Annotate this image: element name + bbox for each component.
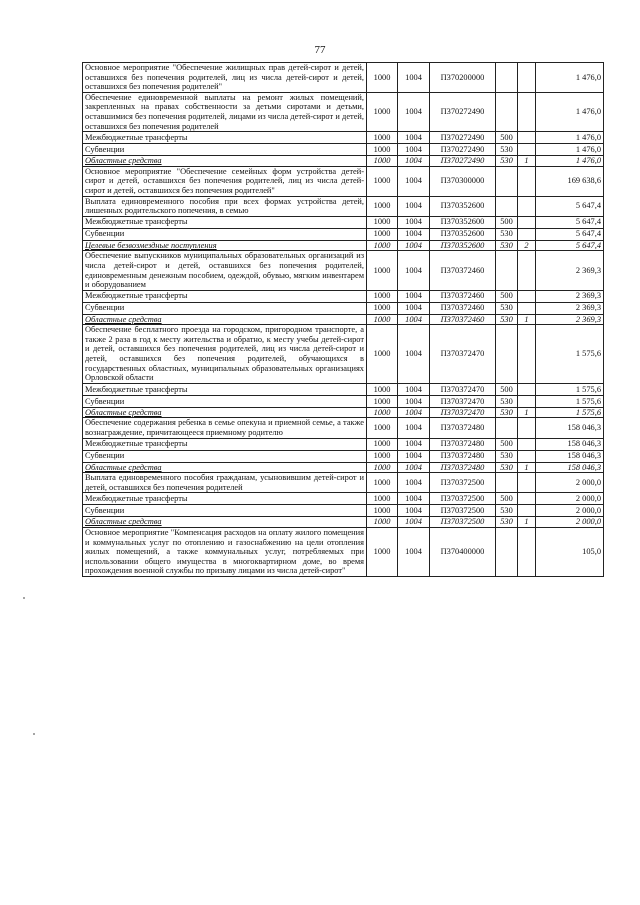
expense-type-code: 500	[496, 216, 518, 228]
target-article-code: П370372480	[430, 450, 496, 462]
subsection-code: 1004	[398, 493, 430, 505]
expense-name: Областные средства	[83, 517, 367, 528]
expense-name: Субвенции	[83, 302, 367, 314]
subsection-code: 1004	[398, 450, 430, 462]
expense-type-code	[496, 325, 518, 384]
target-article-code: П370352600	[430, 196, 496, 216]
subsection-code: 1004	[398, 290, 430, 302]
subsection-code: 1004	[398, 144, 430, 156]
funding-source-code	[518, 418, 536, 438]
section-code: 1000	[367, 251, 398, 290]
funding-source-code	[518, 290, 536, 302]
funding-source-code	[518, 63, 536, 93]
expense-name: Основное мероприятие "Обеспечение семейных форм устройства детей-сирот и детей, оставшихся без попечения родителей, лиц из числа детей-сирот и детей, оставшихся без попечения родителей"	[83, 166, 367, 196]
funding-source-code: 1	[518, 517, 536, 528]
expense-name: Обеспечение единовременной выплаты на ремонт жилых помещений, закрепленных на правах собственности за детьми сиротами и детьми, оставшимися без попечения родителей, лицами из числа детей-сирот и детей, оставшихся без попечения родителей	[83, 92, 367, 131]
expense-name: Субвенции	[83, 395, 367, 407]
target-article-code: П370352600	[430, 216, 496, 228]
amount: 2 369,3	[536, 314, 604, 325]
table-row	[83, 407, 604, 418]
expense-type-code: 530	[496, 517, 518, 528]
funding-source-code	[518, 228, 536, 240]
table-row	[83, 228, 604, 240]
target-article-code: П370272490	[430, 132, 496, 144]
expense-type-code	[496, 528, 518, 577]
subsection-code: 1004	[398, 505, 430, 517]
target-article-code: П370272490	[430, 144, 496, 156]
subsection-code: 1004	[398, 240, 430, 251]
target-article-code: П370372470	[430, 407, 496, 418]
amount: 5 647,4	[536, 196, 604, 216]
expense-name: Субвенции	[83, 228, 367, 240]
funding-source-code	[518, 395, 536, 407]
target-article-code: П370372500	[430, 473, 496, 493]
target-article-code: П370372460	[430, 302, 496, 314]
expense-type-code: 530	[496, 156, 518, 167]
expense-type-code: 530	[496, 144, 518, 156]
funding-source-code	[518, 505, 536, 517]
budget-table	[82, 62, 604, 577]
amount: 1 575,6	[536, 325, 604, 384]
subsection-code: 1004	[398, 228, 430, 240]
section-code: 1000	[367, 302, 398, 314]
target-article-code: П370372460	[430, 314, 496, 325]
expense-type-code: 530	[496, 302, 518, 314]
funding-source-code	[518, 302, 536, 314]
subsection-code: 1004	[398, 418, 430, 438]
subsection-code: 1004	[398, 462, 430, 473]
expense-name: Выплата единовременного пособия гражданам, усыновившим детей-сирот и детей, оставшихся без попечения родителей	[83, 473, 367, 493]
subsection-code: 1004	[398, 395, 430, 407]
subsection-code: 1004	[398, 216, 430, 228]
funding-source-code	[518, 383, 536, 395]
table-row	[83, 383, 604, 395]
amount: 1 476,0	[536, 144, 604, 156]
target-article-code: П370372460	[430, 290, 496, 302]
expense-name: Субвенции	[83, 505, 367, 517]
amount: 2 369,3	[536, 251, 604, 290]
funding-source-code	[518, 144, 536, 156]
expense-name: Обеспечение выпускников муниципальных образовательных организаций из числа детей-сирот и детей, оставшихся без попечения родителей, единовременным денежным пособием, одеждой, обувью, мягким инвентарем и оборудованием	[83, 251, 367, 290]
amount: 1 476,0	[536, 63, 604, 93]
subsection-code: 1004	[398, 166, 430, 196]
scan-speck	[33, 733, 35, 735]
budget-table-body	[83, 63, 604, 577]
table-row	[83, 517, 604, 528]
scan-speck	[23, 597, 25, 599]
target-article-code: П370400000	[430, 528, 496, 577]
funding-source-code	[518, 438, 536, 450]
funding-source-code: 1	[518, 407, 536, 418]
expense-type-code: 530	[496, 450, 518, 462]
subsection-code: 1004	[398, 314, 430, 325]
table-row	[83, 418, 604, 438]
expense-type-code	[496, 251, 518, 290]
funding-source-code	[518, 196, 536, 216]
amount: 158 046,3	[536, 438, 604, 450]
funding-source-code	[518, 251, 536, 290]
expense-type-code	[496, 63, 518, 93]
section-code: 1000	[367, 438, 398, 450]
section-code: 1000	[367, 493, 398, 505]
amount: 1 575,6	[536, 407, 604, 418]
table-row	[83, 166, 604, 196]
section-code: 1000	[367, 325, 398, 384]
section-code: 1000	[367, 156, 398, 167]
section-code: 1000	[367, 418, 398, 438]
expense-type-code	[496, 166, 518, 196]
expense-type-code	[496, 92, 518, 131]
target-article-code: П370372480	[430, 462, 496, 473]
expense-type-code: 500	[496, 493, 518, 505]
table-row	[83, 251, 604, 290]
expense-name: Основное мероприятие "Обеспечение жилищных прав детей-сирот и детей, оставшихся без попечения родителей, лиц из числа детей-сирот и детей, оставшихся без попечения родителей"	[83, 63, 367, 93]
funding-source-code: 2	[518, 240, 536, 251]
expense-name: Межбюджетные трансферты	[83, 290, 367, 302]
funding-source-code	[518, 216, 536, 228]
amount: 105,0	[536, 528, 604, 577]
amount: 5 647,4	[536, 228, 604, 240]
expense-name: Обеспечение содержания ребенка в семье опекуна и приемной семье, а также вознаграждение, причитающееся приемному родителю	[83, 418, 367, 438]
target-article-code: П370352600	[430, 228, 496, 240]
expense-type-code: 500	[496, 438, 518, 450]
amount: 1 575,6	[536, 383, 604, 395]
subsection-code: 1004	[398, 196, 430, 216]
amount: 5 647,4	[536, 216, 604, 228]
section-code: 1000	[367, 395, 398, 407]
amount: 1 575,6	[536, 395, 604, 407]
table-row	[83, 290, 604, 302]
subsection-code: 1004	[398, 407, 430, 418]
table-row	[83, 462, 604, 473]
target-article-code: П370372500	[430, 505, 496, 517]
section-code: 1000	[367, 450, 398, 462]
expense-type-code	[496, 196, 518, 216]
expense-name: Межбюджетные трансферты	[83, 383, 367, 395]
subsection-code: 1004	[398, 251, 430, 290]
table-row	[83, 196, 604, 216]
table-row	[83, 438, 604, 450]
expense-type-code: 530	[496, 462, 518, 473]
amount: 5 647,4	[536, 240, 604, 251]
expense-name: Областные средства	[83, 462, 367, 473]
expense-name: Межбюджетные трансферты	[83, 132, 367, 144]
funding-source-code	[518, 132, 536, 144]
funding-source-code	[518, 92, 536, 131]
section-code: 1000	[367, 144, 398, 156]
subsection-code: 1004	[398, 473, 430, 493]
expense-name: Обеспечение бесплатного проезда на городском, пригородном транспорте, а также 2 раза в год к месту жительства и обратно, к месту учебы детей-сирот и детей, оставшихся без попечения родителей, лиц из числа детей-сирот и детей, оставшихся без попечения родителей, обучающихся в государственных областных, муниципальных образовательных организациях Орловской области	[83, 325, 367, 384]
subsection-code: 1004	[398, 325, 430, 384]
expense-type-code: 500	[496, 383, 518, 395]
amount: 2 000,0	[536, 517, 604, 528]
section-code: 1000	[367, 240, 398, 251]
table-row	[83, 302, 604, 314]
amount: 158 046,3	[536, 462, 604, 473]
target-article-code: П370372460	[430, 251, 496, 290]
section-code: 1000	[367, 528, 398, 577]
section-code: 1000	[367, 216, 398, 228]
expense-type-code: 500	[496, 290, 518, 302]
funding-source-code	[518, 166, 536, 196]
section-code: 1000	[367, 290, 398, 302]
amount: 1 476,0	[536, 132, 604, 144]
section-code: 1000	[367, 196, 398, 216]
target-article-code: П370372470	[430, 383, 496, 395]
target-article-code: П370272490	[430, 156, 496, 167]
section-code: 1000	[367, 505, 398, 517]
expense-name: Субвенции	[83, 144, 367, 156]
funding-source-code	[518, 325, 536, 384]
page-number: 77	[314, 44, 326, 56]
expense-type-code: 530	[496, 505, 518, 517]
target-article-code: П370300000	[430, 166, 496, 196]
section-code: 1000	[367, 132, 398, 144]
target-article-code: П370352600	[430, 240, 496, 251]
section-code: 1000	[367, 407, 398, 418]
target-article-code: П370372470	[430, 395, 496, 407]
target-article-code: П370200000	[430, 63, 496, 93]
subsection-code: 1004	[398, 156, 430, 167]
table-row	[83, 144, 604, 156]
target-article-code: П370272490	[430, 92, 496, 131]
subsection-code: 1004	[398, 302, 430, 314]
section-code: 1000	[367, 462, 398, 473]
funding-source-code	[518, 473, 536, 493]
section-code: 1000	[367, 473, 398, 493]
subsection-code: 1004	[398, 132, 430, 144]
expense-type-code: 530	[496, 228, 518, 240]
section-code: 1000	[367, 228, 398, 240]
amount: 1 476,0	[536, 156, 604, 167]
subsection-code: 1004	[398, 528, 430, 577]
expense-type-code: 530	[496, 240, 518, 251]
table-row	[83, 325, 604, 384]
table-row	[83, 473, 604, 493]
amount: 169 638,6	[536, 166, 604, 196]
target-article-code: П370372500	[430, 517, 496, 528]
funding-source-code: 1	[518, 462, 536, 473]
table-row	[83, 314, 604, 325]
section-code: 1000	[367, 166, 398, 196]
section-code: 1000	[367, 383, 398, 395]
amount: 2 000,0	[536, 493, 604, 505]
table-row	[83, 395, 604, 407]
table-row	[83, 240, 604, 251]
expense-name: Межбюджетные трансферты	[83, 438, 367, 450]
expense-name: Целевые безвозмездные поступления	[83, 240, 367, 251]
table-row	[83, 505, 604, 517]
amount: 1 476,0	[536, 92, 604, 131]
subsection-code: 1004	[398, 63, 430, 93]
subsection-code: 1004	[398, 517, 430, 528]
funding-source-code	[518, 528, 536, 577]
expense-name: Выплата единовременного пособия при всех формах устройства детей, лишенных родительского попечения, в семью	[83, 196, 367, 216]
table-row	[83, 63, 604, 93]
section-code: 1000	[367, 63, 398, 93]
expense-type-code: 530	[496, 407, 518, 418]
section-code: 1000	[367, 517, 398, 528]
target-article-code: П370372480	[430, 418, 496, 438]
table-row	[83, 216, 604, 228]
funding-source-code	[518, 493, 536, 505]
expense-name: Областные средства	[83, 314, 367, 325]
expense-name: Межбюджетные трансферты	[83, 493, 367, 505]
expense-name: Основное мероприятие "Компенсация расходов на оплату жилого помещения и коммунальных услуг по отоплению и газоснабжению на цели отопления жилых помещений, а также коммунальных услуг, потребляемых при использовании общего имущества в многоквартирном доме, во время прохождения военной службы по призыву лицами из числа детей-сирот"	[83, 528, 367, 577]
expense-type-code	[496, 473, 518, 493]
table-row	[83, 450, 604, 462]
table-row	[83, 493, 604, 505]
subsection-code: 1004	[398, 383, 430, 395]
amount: 2 000,0	[536, 473, 604, 493]
funding-source-code	[518, 450, 536, 462]
expense-name: Областные средства	[83, 156, 367, 167]
section-code: 1000	[367, 92, 398, 131]
amount: 158 046,3	[536, 418, 604, 438]
target-article-code: П370372500	[430, 493, 496, 505]
expense-name: Межбюджетные трансферты	[83, 216, 367, 228]
amount: 2 369,3	[536, 290, 604, 302]
expense-name: Областные средства	[83, 407, 367, 418]
target-article-code: П370372470	[430, 325, 496, 384]
subsection-code: 1004	[398, 92, 430, 131]
table-row	[83, 156, 604, 167]
expense-name: Субвенции	[83, 450, 367, 462]
expense-type-code: 530	[496, 314, 518, 325]
amount: 2 000,0	[536, 505, 604, 517]
target-article-code: П370372480	[430, 438, 496, 450]
subsection-code: 1004	[398, 438, 430, 450]
expense-type-code: 500	[496, 132, 518, 144]
amount: 2 369,3	[536, 302, 604, 314]
funding-source-code: 1	[518, 156, 536, 167]
table-row	[83, 528, 604, 577]
funding-source-code: 1	[518, 314, 536, 325]
expense-type-code	[496, 418, 518, 438]
table-row	[83, 92, 604, 131]
table-row	[83, 132, 604, 144]
amount: 158 046,3	[536, 450, 604, 462]
expense-type-code: 530	[496, 395, 518, 407]
section-code: 1000	[367, 314, 398, 325]
